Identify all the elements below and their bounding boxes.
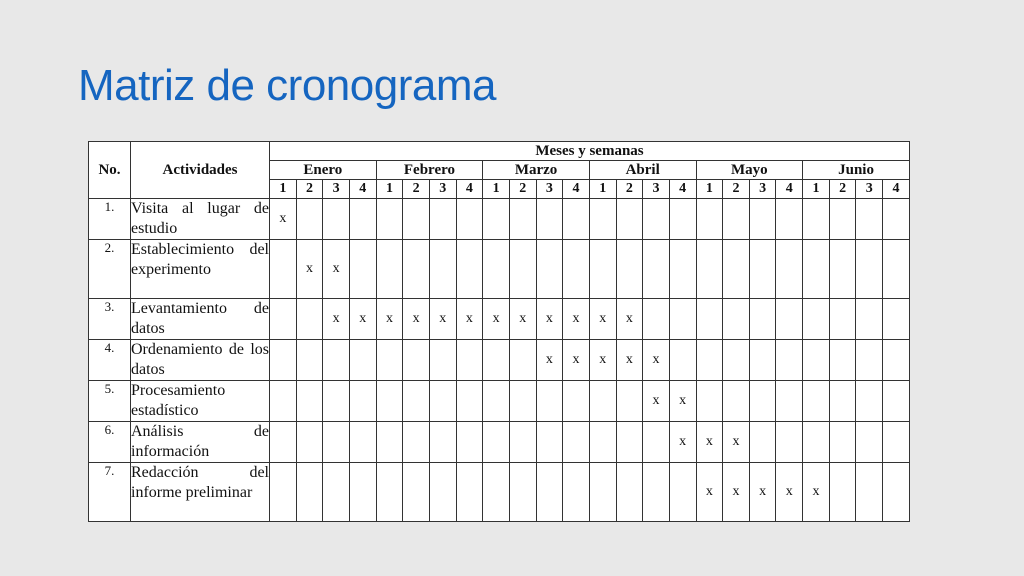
schedule-cell-empty <box>536 463 563 522</box>
activity-name: Visita al lugar de estudio <box>131 199 270 240</box>
week-header: 4 <box>776 180 803 199</box>
schedule-cell-empty <box>456 463 483 522</box>
schedule-cell-empty <box>509 422 536 463</box>
schedule-cell-empty <box>696 340 723 381</box>
schedule-cell-empty <box>376 199 403 240</box>
schedule-cell-empty <box>803 299 830 340</box>
schedule-cell-empty <box>323 422 350 463</box>
schedule-cell-empty <box>803 340 830 381</box>
schedule-cell-empty <box>616 463 643 522</box>
schedule-mark: x <box>509 299 536 340</box>
schedule-cell-empty <box>803 381 830 422</box>
week-header: 4 <box>349 180 376 199</box>
schedule-cell-empty <box>376 240 403 299</box>
schedule-cell-empty <box>270 381 297 422</box>
activity-name: Levantamiento de datos <box>131 299 270 340</box>
schedule-cell-empty <box>749 299 776 340</box>
schedule-cell-empty <box>296 340 323 381</box>
activity-row <box>89 199 910 240</box>
schedule-cell-empty <box>616 199 643 240</box>
week-header: 2 <box>296 180 323 199</box>
schedule-cell-empty <box>509 340 536 381</box>
schedule-cell-empty <box>749 422 776 463</box>
schedule-cell-empty <box>296 199 323 240</box>
activity-name: Análisis de información <box>131 422 270 463</box>
schedule-cell-empty <box>643 199 670 240</box>
schedule-mark: x <box>643 340 670 381</box>
header-no: No. <box>89 142 131 199</box>
schedule-cell-empty <box>829 299 856 340</box>
activity-number: 6. <box>89 422 131 463</box>
schedule-cell-empty <box>509 463 536 522</box>
schedule-cell-empty <box>429 240 456 299</box>
schedule-cell-empty <box>323 199 350 240</box>
schedule-mark: x <box>696 422 723 463</box>
schedule-cell-empty <box>856 299 883 340</box>
schedule-mark: x <box>643 381 670 422</box>
week-header: 2 <box>616 180 643 199</box>
schedule-cell-empty <box>483 422 510 463</box>
activity-row <box>89 299 910 340</box>
schedule-cell-empty <box>616 240 643 299</box>
schedule-cell-empty <box>349 422 376 463</box>
schedule-cell-empty <box>696 240 723 299</box>
schedule-cell-empty <box>376 381 403 422</box>
schedule-cell-empty <box>429 340 456 381</box>
schedule-cell-empty <box>696 199 723 240</box>
schedule-mark: x <box>563 340 590 381</box>
week-header: 4 <box>883 180 910 199</box>
schedule-cell-empty <box>749 199 776 240</box>
activity-number: 2. <box>89 240 131 299</box>
schedule-mark: x <box>483 299 510 340</box>
schedule-cell-empty <box>803 422 830 463</box>
activity-name: Procesamiento estadístico <box>131 381 270 422</box>
schedule-cell-empty <box>883 463 910 522</box>
activity-number: 4. <box>89 340 131 381</box>
schedule-mark: x <box>376 299 403 340</box>
schedule-cell-empty <box>589 240 616 299</box>
schedule-cell-empty <box>589 422 616 463</box>
week-header: 4 <box>563 180 590 199</box>
schedule-cell-empty <box>856 381 883 422</box>
schedule-cell-empty <box>749 381 776 422</box>
month-header: Marzo <box>483 161 590 180</box>
schedule-cell-empty <box>536 240 563 299</box>
schedule-cell-empty <box>776 299 803 340</box>
schedule-cell-empty <box>323 340 350 381</box>
schedule-mark: x <box>616 340 643 381</box>
schedule-cell-empty <box>589 463 616 522</box>
schedule-cell-empty <box>429 381 456 422</box>
schedule-cell-empty <box>589 381 616 422</box>
schedule-cell-empty <box>270 422 297 463</box>
schedule-cell-empty <box>776 340 803 381</box>
schedule-cell-empty <box>856 463 883 522</box>
week-header: 1 <box>376 180 403 199</box>
schedule-cell-empty <box>563 199 590 240</box>
schedule-cell-empty <box>749 340 776 381</box>
schedule-cell-empty <box>669 463 696 522</box>
activity-row <box>89 422 910 463</box>
header-actividades: Actividades <box>131 142 270 199</box>
schedule-cell-empty <box>883 340 910 381</box>
schedule-cell-empty <box>589 199 616 240</box>
schedule-mark: x <box>323 299 350 340</box>
schedule-cell-empty <box>723 240 750 299</box>
schedule-cell-empty <box>456 340 483 381</box>
activity-name: Redacción del informe preliminar <box>131 463 270 522</box>
schedule-cell-empty <box>643 422 670 463</box>
schedule-mark: x <box>669 422 696 463</box>
schedule-cell-empty <box>403 381 430 422</box>
week-header: 1 <box>270 180 297 199</box>
schedule-cell-empty <box>429 422 456 463</box>
activities-body <box>89 199 910 522</box>
schedule-cell-empty <box>270 299 297 340</box>
schedule-cell-empty <box>829 240 856 299</box>
schedule-cell-empty <box>403 240 430 299</box>
month-header: Febrero <box>376 161 483 180</box>
schedule-mark: x <box>296 240 323 299</box>
schedule-cell-empty <box>723 299 750 340</box>
schedule-cell-empty <box>723 340 750 381</box>
schedule-cell-empty <box>536 422 563 463</box>
schedule-cell-empty <box>856 199 883 240</box>
schedule-cell-empty <box>376 422 403 463</box>
activity-row <box>89 463 910 522</box>
schedule-cell-empty <box>536 381 563 422</box>
week-header: 2 <box>829 180 856 199</box>
schedule-cell-empty <box>563 240 590 299</box>
schedule-cell-empty <box>829 463 856 522</box>
schedule-cell-empty <box>856 340 883 381</box>
schedule-cell-empty <box>669 340 696 381</box>
schedule-cell-empty <box>776 422 803 463</box>
schedule-cell-empty <box>776 381 803 422</box>
schedule-cell-empty <box>483 240 510 299</box>
schedule-cell-empty <box>669 199 696 240</box>
schedule-cell-empty <box>749 240 776 299</box>
schedule-cell-empty <box>483 199 510 240</box>
schedule-cell-empty <box>429 199 456 240</box>
activity-name: Establecimiento del experimento <box>131 240 270 299</box>
schedule-mark: x <box>749 463 776 522</box>
schedule-cell-empty <box>403 463 430 522</box>
schedule-mark: x <box>536 299 563 340</box>
schedule-cell-empty <box>803 240 830 299</box>
week-header: 3 <box>643 180 670 199</box>
week-header: 1 <box>696 180 723 199</box>
schedule-matrix-table <box>88 141 910 522</box>
schedule-cell-empty <box>349 199 376 240</box>
schedule-mark: x <box>776 463 803 522</box>
schedule-mark: x <box>669 381 696 422</box>
schedule-cell-empty <box>643 463 670 522</box>
schedule-cell-empty <box>616 422 643 463</box>
week-header: 3 <box>536 180 563 199</box>
schedule-cell-empty <box>270 463 297 522</box>
week-header: 3 <box>429 180 456 199</box>
schedule-mark: x <box>456 299 483 340</box>
schedule-cell-empty <box>349 240 376 299</box>
schedule-cell-empty <box>456 422 483 463</box>
schedule-cell-empty <box>883 381 910 422</box>
schedule-cell-empty <box>883 199 910 240</box>
schedule-cell-empty <box>723 199 750 240</box>
schedule-cell-empty <box>616 381 643 422</box>
schedule-mark: x <box>589 299 616 340</box>
schedule-cell-empty <box>829 422 856 463</box>
month-header: Enero <box>270 161 377 180</box>
schedule-mark: x <box>723 422 750 463</box>
schedule-cell-empty <box>856 240 883 299</box>
activity-number: 5. <box>89 381 131 422</box>
week-header: 3 <box>749 180 776 199</box>
schedule-mark: x <box>403 299 430 340</box>
week-header: 1 <box>483 180 510 199</box>
schedule-cell-empty <box>403 340 430 381</box>
week-header: 3 <box>323 180 350 199</box>
schedule-cell-empty <box>643 299 670 340</box>
schedule-cell-empty <box>883 240 910 299</box>
header-meses-y-semanas: Meses y semanas <box>270 142 910 161</box>
slide-title: Matriz de cronograma <box>78 61 496 110</box>
month-header: Junio <box>803 161 910 180</box>
schedule-cell-empty <box>376 463 403 522</box>
schedule-mark: x <box>589 340 616 381</box>
schedule-cell-empty <box>509 381 536 422</box>
schedule-cell-empty <box>270 340 297 381</box>
month-header: Mayo <box>696 161 803 180</box>
week-header: 2 <box>403 180 430 199</box>
schedule-mark: x <box>323 240 350 299</box>
schedule-cell-empty <box>323 463 350 522</box>
activity-number: 1. <box>89 199 131 240</box>
schedule-cell-empty <box>296 422 323 463</box>
schedule-mark: x <box>803 463 830 522</box>
schedule-mark: x <box>270 199 297 240</box>
schedule-mark: x <box>696 463 723 522</box>
activity-number: 3. <box>89 299 131 340</box>
schedule-cell-empty <box>456 381 483 422</box>
week-header: 1 <box>803 180 830 199</box>
schedule-cell-empty <box>296 299 323 340</box>
schedule-cell-empty <box>776 240 803 299</box>
schedule-cell-empty <box>429 463 456 522</box>
schedule-cell-empty <box>403 422 430 463</box>
schedule-cell-empty <box>669 299 696 340</box>
schedule-cell-empty <box>696 299 723 340</box>
schedule-cell-empty <box>829 199 856 240</box>
schedule-cell-empty <box>856 422 883 463</box>
schedule-cell-empty <box>483 340 510 381</box>
schedule-cell-empty <box>296 463 323 522</box>
schedule-mark: x <box>723 463 750 522</box>
schedule-cell-empty <box>349 340 376 381</box>
schedule-cell-empty <box>323 381 350 422</box>
week-header: 1 <box>589 180 616 199</box>
schedule-cell-empty <box>349 381 376 422</box>
schedule-cell-empty <box>376 340 403 381</box>
month-header: Abril <box>589 161 696 180</box>
schedule-cell-empty <box>456 240 483 299</box>
schedule-cell-empty <box>403 199 430 240</box>
schedule-cell-empty <box>776 199 803 240</box>
week-header: 3 <box>856 180 883 199</box>
schedule-cell-empty <box>270 240 297 299</box>
schedule-cell-empty <box>509 240 536 299</box>
schedule-cell-empty <box>883 422 910 463</box>
schedule-cell-empty <box>509 199 536 240</box>
activity-number: 7. <box>89 463 131 522</box>
week-header: 4 <box>456 180 483 199</box>
schedule-cell-empty <box>563 381 590 422</box>
schedule-mark: x <box>349 299 376 340</box>
schedule-mark: x <box>616 299 643 340</box>
schedule-cell-empty <box>349 463 376 522</box>
schedule-cell-empty <box>669 240 696 299</box>
schedule-cell-empty <box>483 381 510 422</box>
schedule-cell-empty <box>563 463 590 522</box>
schedule-cell-empty <box>829 381 856 422</box>
schedule-mark: x <box>429 299 456 340</box>
schedule-cell-empty <box>723 381 750 422</box>
schedule-cell-empty <box>803 199 830 240</box>
schedule-cell-empty <box>696 381 723 422</box>
schedule-cell-empty <box>643 240 670 299</box>
activity-name: Ordenamiento de los datos <box>131 340 270 381</box>
activity-row <box>89 340 910 381</box>
week-header: 2 <box>723 180 750 199</box>
schedule-cell-empty <box>563 422 590 463</box>
schedule-cell-empty <box>536 199 563 240</box>
activity-row <box>89 240 910 299</box>
schedule-cell-empty <box>296 381 323 422</box>
schedule-cell-empty <box>883 299 910 340</box>
week-header: 2 <box>509 180 536 199</box>
schedule-cell-empty <box>456 199 483 240</box>
activity-row <box>89 381 910 422</box>
week-header: 4 <box>669 180 696 199</box>
schedule-cell-empty <box>829 340 856 381</box>
schedule-mark: x <box>563 299 590 340</box>
schedule-mark: x <box>536 340 563 381</box>
schedule-cell-empty <box>483 463 510 522</box>
